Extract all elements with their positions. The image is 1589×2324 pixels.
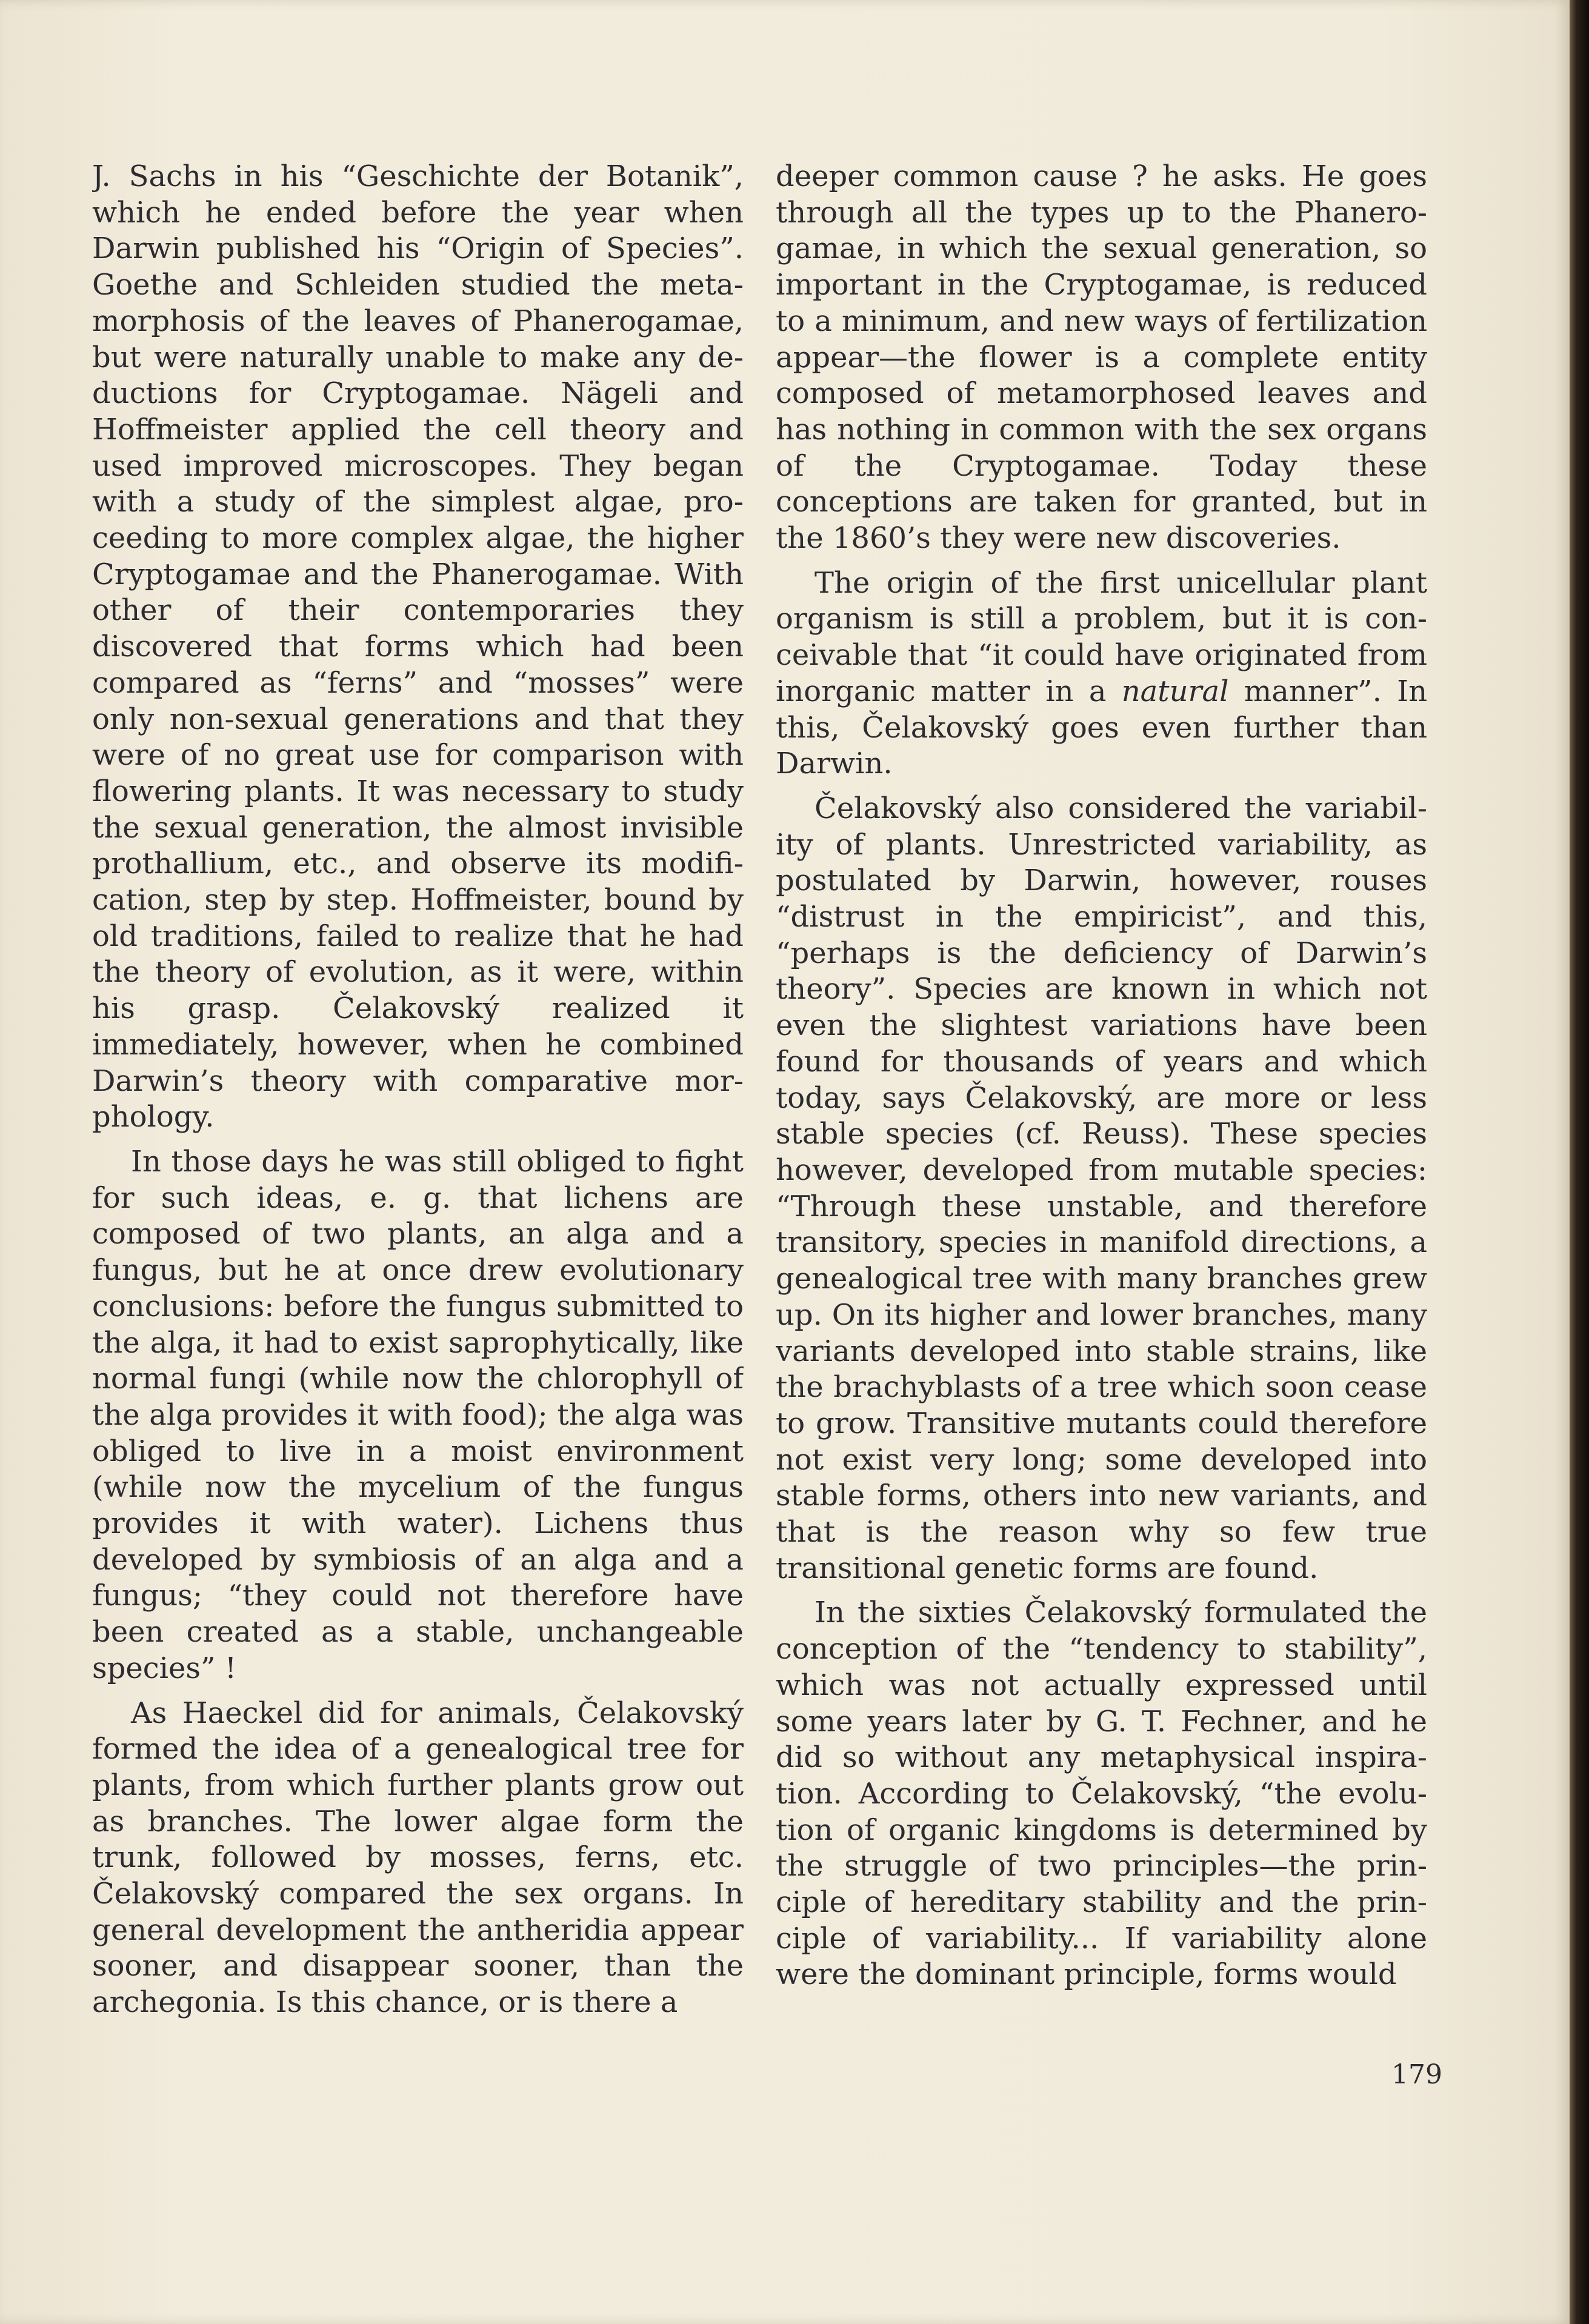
book-spine-edge	[1570, 0, 1589, 2324]
right-text-column	[776, 159, 1427, 2031]
left-text-column	[92, 159, 744, 2031]
paragraph: The origin of the first unicellular plant organism is still a problem, but it is conceivable that “it could have originated from inorganic matter in a natural manner”. In this, Čelakovský goes even further than Darwin.	[776, 565, 1427, 781]
paragraph: As Haeckel did for animals, Čelakovský formed the idea of a genealogical tree for plants, from which further plants grow out as branches. The lower algae form the trunk, followed by mosses, ferns, etc. Čelakovský compared the sex organs. In general development the antheridia appear sooner, and disappear sooner, than the archegonia. Is this chance, or is there a	[92, 1696, 744, 2020]
emphasized-word: natural	[1121, 674, 1229, 708]
paragraph: deeper common cause ? he asks. He goes through all the types up to the Phanerogamae, in which the sexual generation, so important in the Cryptogamae, is reduced to a minimum, and new ways of fertilization appear—the flower is a complete entity composed of metamorphosed leaves and has nothing in common with the sex organs of the Cryptogamae. Today these conceptions are taken for granted, but in the 1860’s they were new discoveries.	[776, 159, 1427, 556]
paragraph: In the sixties Čelakovský formulated the conception of the “tendency to stability”, which was not actually expressed until some years later by G. T. Fechner, and he did so without any metaphysical inspiration. According to Čelakovský, “the evolution of organic kingdoms is determined by the struggle of two principles—the principle of hereditary stability and the principle of variability... If variability alone were the dominant principle, forms would	[776, 1596, 1427, 1992]
page-number: 179	[1391, 2059, 1442, 2090]
paragraph: Čelakovský also considered the variability of plants. Unrestricted variability, as postulated by Darwin, however, rouses “distrust in the empiricist”, and this, “perhaps is the deficiency of Darwin’s theory”. Species are known in which not even the slightest variations have been found for thousands of years and which today, says Čelakovský, are more or less stable species (cf. Reuss). These species however, developed from mutable species: “Through these unstable, and therefore transitory, species in manifold directions, a genealogical tree with many branches grew up. On its higher and lower branches, many variants developed into stable strains, like the brachyblasts of a tree which soon cease to grow. Transitive mutants could therefore not exist very long; some developed into stable forms, others into new variants, and that is the reason why so few true transitional genetic forms are found.	[776, 791, 1427, 1585]
paragraph: In those days he was still obliged to fight for such ideas, e. g. that lichens are composed of two plants, an alga and a fungus, but he at once drew evolutionary conclusions: before the fungus submitted to the alga, it had to exist saprophytically, like normal fungi (while now the chlorophyll of the alga provides it with food); the alga was obliged to live in a moist environment (while now the mycelium of the fungus provides it with water). Lichens thus developed by symbiosis of an alga and a fungus; “they could not therefore have been created as a stable, unchangeable species” !	[92, 1144, 744, 1685]
paragraph: J. Sachs in his “Geschichte der Botanik”, which he ended before the year when Darwin published his “Origin of Species”. Goethe and Schleiden studied the metamorphosis of the leaves of Phanerogamae, but were naturally unable to make any deductions for Cryptogamae. Nägeli and Hoffmeister applied the cell theory and used improved microscopes. They began with a study of the simplest algae, proceeding to more complex algae, the higher Cryptogamae and the Phanerogamae. With other of their contemporaries they discovered that forms which had been compared as “ferns” and “mosses” were only non-sexual generations and that they were of no great use for comparison with flowering plants. It was necessary to study the sexual generation, the almost invisible prothallium, etc., and observe its modification, step by step. Hoffmeister, bound by old traditions, failed to realize that he had the theory of evolution, as it were, within his grasp. Čelakovský realized it immediately, however, when he combined Darwin’s theory with comparative morphology.	[92, 159, 744, 1134]
